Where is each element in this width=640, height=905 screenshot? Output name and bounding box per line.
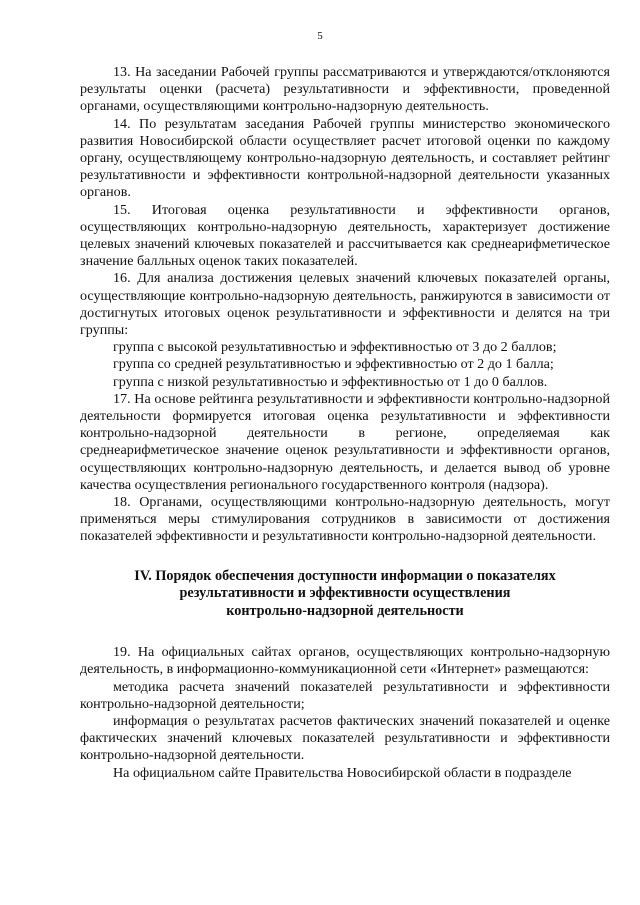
section-heading-line-3: контрольно-надзорной деятельности — [226, 602, 464, 619]
paragraph-13: 13. На заседании Рабочей группы рассматриваются и утверждаются/отклоняются результаты оценки (расчета) результативности и эффективности, проведенной органами, осуществляющими контрольно-надзорную деятельность. — [80, 64, 610, 115]
page-number: 5 — [317, 30, 323, 42]
section-heading — [80, 568, 610, 621]
methodology-item: методика расчета значений показателей результативности и эффективности контрольно-надзорной деятельности; — [80, 678, 610, 712]
section-heading-line-2: результативности и эффективности осуществления — [179, 585, 511, 602]
group-high-item: группа с высокой результативностью и эффективностью от 3 до 2 баллов; — [113, 339, 557, 356]
paragraph-16: 16. Для анализа достижения целевых значений ключевых показателей органы, осуществляющие контрольно-надзорную деятельность, ранжируются в зависимости от достигнутых итоговых оценок результативности и эффективности и делятся на три группы: — [80, 270, 610, 339]
paragraph-17: 17. На основе рейтинга результативности и эффективности контрольно-надзорной деятельности формируется итоговая оценка результативности и эффективности контрольно-надзорной деятельности в регионе, определяемая как среднеарифметическое значение оценок результативности и эффективности органов, осуществляющих контрольно-надзорную деятельность, и делается вывод об уровне качества осуществления регионального государственного контроля (надзора). — [80, 390, 610, 493]
section-heading-line-1: IV. Порядок обеспечения доступности информации о показателях — [134, 567, 556, 584]
government-site-paragraph: На официальном сайте Правительства Новосибирской области в подразделе — [113, 764, 572, 781]
results-info-item: информация о результатах расчетов фактических значений показателей и оценке фактических значений ключевых показателей результативности и эффективности контрольно-надзорной деятельности. — [80, 713, 610, 764]
paragraph-18: 18. Органами, осуществляющими контрольно-надзорную деятельность, могут применяться меры стимулирования сотрудников в зависимости от достижения показателей эффективности и результативности контрольно-надзорной деятельности. — [80, 494, 610, 545]
group-low-item: группа с низкой результативностью и эффективностью от 1 до 0 баллов. — [113, 373, 548, 390]
paragraph-19: 19. На официальных сайтах органов, осуществляющих контрольно-надзорную деятельность, в информационно-коммуникационной сети «Интернет» размещаются: — [80, 644, 610, 678]
group-medium-item: группа со средней результативностью и эффективностью от 2 до 1 балла; — [113, 356, 554, 373]
paragraph-14: 14. По результатам заседания Рабочей группы министерство экономического развития Новосибирской области осуществляет расчет итоговой оценки по каждому органу, осуществляющему контрольно-надзорную деятельность, и составляет рейтинг результативности и эффективности контрольной-надзорной деятельности указанных органов. — [80, 115, 610, 201]
document-body — [80, 64, 610, 782]
paragraph-15: 15. Итоговая оценка результативности и эффективности органов, осуществляющих контрольно-надзорную деятельность, характеризует достижение целевых значений ключевых показателей и рассчитывается как среднеарифметическое значение балльных оценок таких показателей. — [80, 201, 610, 270]
